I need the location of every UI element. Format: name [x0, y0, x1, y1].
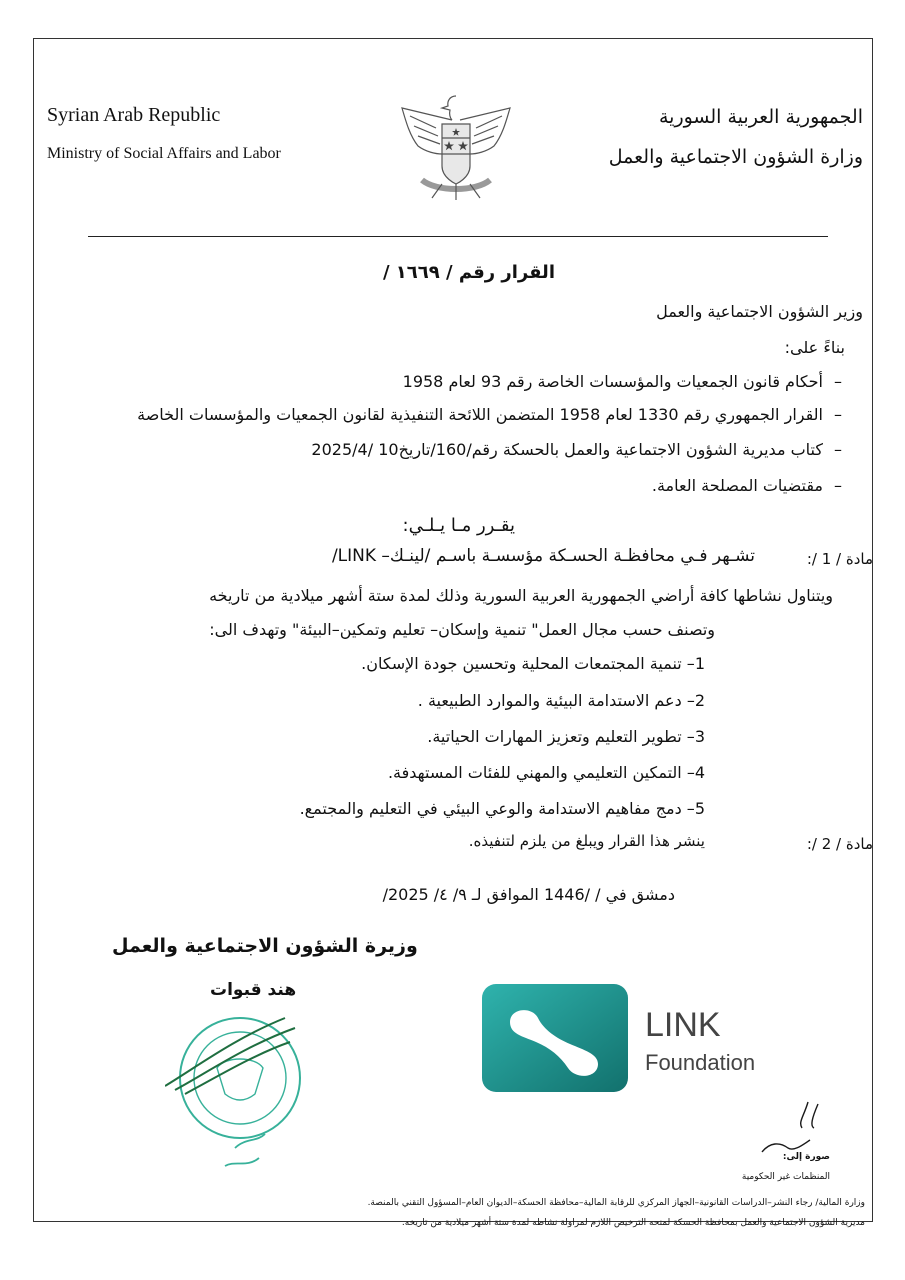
- issuing-authority: وزير الشؤون الاجتماعية والعمل: [656, 302, 863, 321]
- copies-line: المنظمات غير الحكومية: [741, 1172, 830, 1182]
- goal-item: 5– دمج مفاهيم الاستدامة والوعي البيئي في التعليم والمجتمع.: [299, 799, 705, 818]
- goal-item: 1– تنمية المجتمعات المحلية وتحسين جودة الإسكان.: [361, 654, 705, 673]
- handwritten-initials: [758, 1098, 828, 1158]
- logo-word: LINK: [645, 1006, 721, 1044]
- signatory-name: هند قبوات: [210, 980, 297, 1000]
- signatory-title: وزيرة الشؤون الاجتماعية والعمل: [112, 935, 418, 957]
- logo-subword: Foundation: [645, 1050, 756, 1075]
- issue-date: دمشق في / /1446 الموافق لـ ٩/ ٤/ 2025/: [382, 885, 675, 904]
- basis-item: –أحكام قانون الجمعيات والمؤسسات الخاصة رقم 93 لعام 1958: [402, 372, 842, 391]
- goal-item: 4– التمكين التعليمي والمهني للفئات المستهدفة.: [387, 763, 705, 782]
- basis-item: –كتاب مديرية الشؤون الاجتماعية والعمل بالحسكة رقم/160/تاريخ10 /2025/4: [311, 440, 842, 459]
- article-2-label: مادة / 2 /:: [806, 835, 873, 853]
- ministry-name-ar: وزارة الشؤون الاجتماعية والعمل: [608, 146, 863, 168]
- basis-label: بناءً على:: [784, 338, 845, 357]
- basis-item: –القرار الجمهوري رقم 1330 لعام 1958 المتضمن اللائحة التنفيذية لقانون الجمعيات والمؤسسات الخاصة: [137, 405, 842, 424]
- link-foundation-logo: [480, 982, 770, 1094]
- article-1-line-3: وتصنف حسب مجال العمل" تنمية وإسكان– تعليم وتمكين–البيئة" وتهدف الى:: [209, 620, 715, 639]
- ministry-stamp-icon: [165, 998, 325, 1178]
- article-2-text: ينشر هذا القرار ويبلغ من يلزم لتنفيذه.: [468, 832, 705, 850]
- article-1-line-2: ويتناول نشاطها كافة أراضي الجمهورية العربية السورية وذلك لمدة ستة أشهر ميلادية من تاريخه: [209, 586, 833, 605]
- syrian-eagle-emblem-icon: [392, 88, 520, 208]
- decision-number: القرار رقم / ١٦٦٩ /: [382, 262, 555, 283]
- header-divider: [88, 236, 828, 237]
- copies-line: مديرية الشؤون الاجتماعية والعمل بمحافظة الحسكة لمنحه الترخيص اللازم لمزاولة نشاطه لمدة ستة أشهر ميلادية من تاريخه.: [401, 1218, 865, 1228]
- resolves-heading: يقـرر مـا يـلـي:: [402, 515, 515, 536]
- basis-item: –مقتضيات المصلحة العامة.: [651, 476, 842, 495]
- country-name-ar: الجمهورية العربية السورية: [658, 106, 863, 128]
- country-name-en: Syrian Arab Republic: [47, 104, 221, 126]
- ministry-name-en: Ministry of Social Affairs and Labor: [47, 145, 281, 162]
- article-1-line-1: تشـهر فـي محافظـة الحسـكة مؤسسـة باسـم /لينـك– LINK/: [331, 546, 755, 566]
- goal-item: 2– دعم الاستدامة البيئية والموارد الطبيعية .: [417, 691, 705, 710]
- copies-heading: صورة إلى:: [782, 1152, 830, 1162]
- article-1-label: مادة / 1 /:: [806, 550, 873, 568]
- copies-line: وزارة المالية/ رجاء النشر–الدراسات القانونية–الجهاز المركزي للرقابة المالية–محافظة الحسكة–الديوان العام–المسؤول التقني بالمنصة.: [367, 1198, 865, 1208]
- goal-item: 3– تطوير التعليم وتعزيز المهارات الحياتية.: [427, 727, 705, 746]
